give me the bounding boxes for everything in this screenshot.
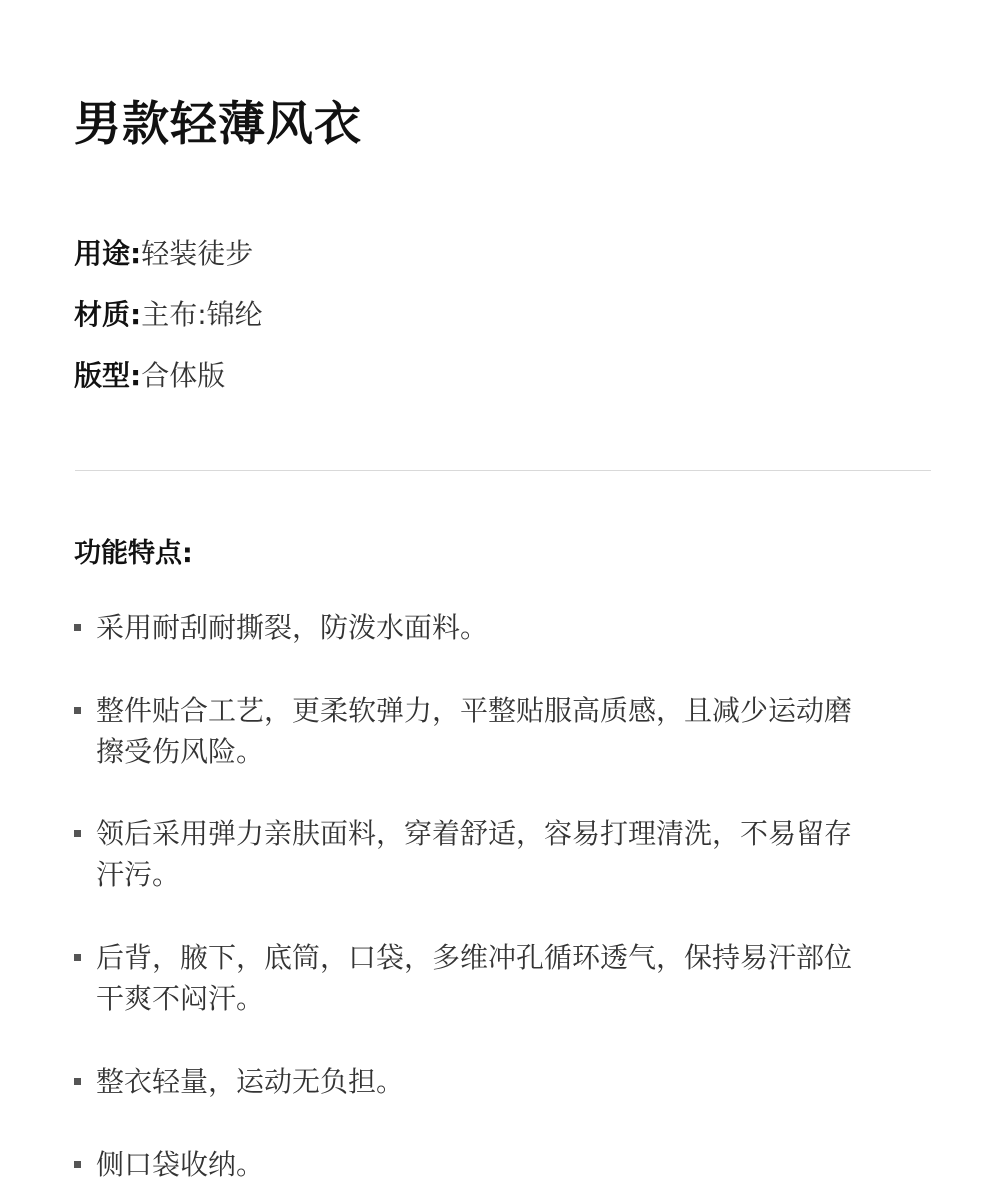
attribute-value: 主布:锦纶 (141, 298, 263, 331)
features-heading: 功能特点: (74, 538, 193, 569)
feature-item (74, 1061, 874, 1102)
attribute-label: 版型: (74, 359, 142, 392)
feature-item (74, 690, 874, 772)
feature-item (74, 813, 874, 895)
product-title: 男款轻薄风衣 (74, 97, 362, 152)
attribute-label: 用途: (74, 237, 142, 270)
feature-text: 后背，腋下，底筒，口袋，多维冲孔循环透气，保持易汗部位干爽不闷汗。 (96, 941, 853, 1015)
attribute-fit (74, 356, 225, 396)
feature-text: 整件贴合工艺，更柔软弹力，平整贴服高质感，且减少运动磨擦受伤风险。 (96, 694, 853, 768)
square-bullet-icon (74, 830, 81, 837)
attribute-usage (74, 234, 253, 274)
feature-text: 侧口袋收纳。 (96, 1148, 265, 1181)
attribute-value: 合体版 (141, 359, 226, 392)
feature-item (74, 937, 874, 1019)
square-bullet-icon (74, 707, 81, 714)
section-divider (75, 470, 931, 471)
square-bullet-icon (74, 1161, 81, 1168)
attribute-value: 轻装徒步 (141, 237, 254, 270)
square-bullet-icon (74, 1078, 81, 1085)
square-bullet-icon (74, 624, 81, 631)
attribute-material (74, 295, 263, 335)
feature-item (74, 1144, 874, 1185)
feature-text: 领后采用弹力亲肤面料，穿着舒适，容易打理清洗，不易留存汗污。 (96, 817, 853, 891)
attribute-label: 材质: (74, 298, 142, 331)
feature-text: 采用耐刮耐撕裂，防泼水面料。 (96, 611, 489, 644)
feature-item (74, 607, 874, 648)
square-bullet-icon (74, 954, 81, 961)
feature-text: 整衣轻量，运动无负担。 (96, 1065, 405, 1098)
